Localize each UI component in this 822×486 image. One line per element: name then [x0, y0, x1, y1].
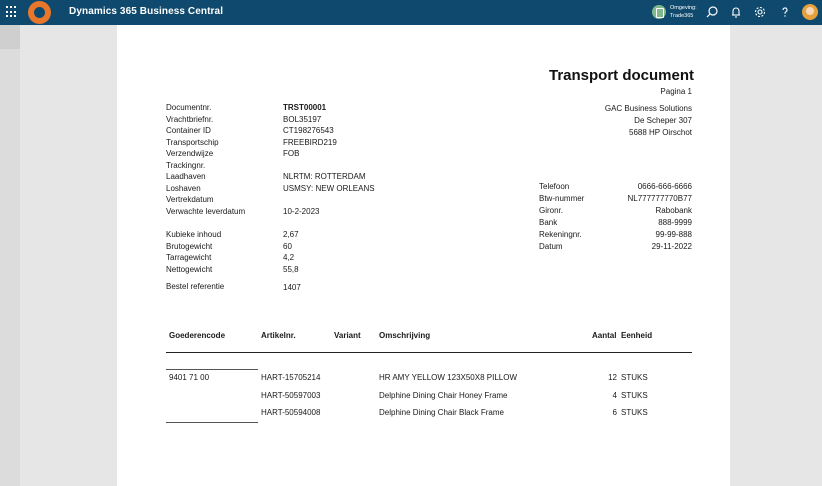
contact-label: Datum — [539, 242, 563, 251]
company-city: 5688 HP Oirschot — [629, 128, 692, 137]
environment-icon[interactable] — [652, 5, 666, 19]
help-icon[interactable] — [778, 5, 792, 19]
business-central-logo — [28, 1, 51, 24]
field-label: Verwachte leverdatum — [166, 206, 246, 216]
document-title: Transport document — [549, 67, 695, 84]
row-item-no: HART-50594008 — [261, 408, 321, 417]
report-page — [117, 25, 730, 486]
contact-row — [539, 242, 692, 254]
field-label: Brutogewicht — [166, 241, 213, 251]
field-label: Bestel referentie — [166, 282, 225, 291]
environment-name: Trade365 — [670, 13, 694, 19]
row-item-no: HART-50597003 — [261, 390, 321, 400]
field-label: Verzendwijze — [166, 149, 214, 158]
col-header-item-no: Artikelnr. — [261, 331, 296, 340]
field-value: BOL35197 — [283, 114, 322, 124]
field-label: Documentnr. — [166, 103, 212, 112]
col-header-quantity: Aantal — [592, 331, 617, 340]
field-label: Container ID — [166, 126, 211, 135]
field-value: FOB — [283, 149, 300, 158]
contact-row — [539, 230, 692, 242]
field-label: Transportschip — [166, 137, 219, 147]
app-title: Dynamics 365 Business Central — [69, 6, 224, 17]
row-quantity: 6 — [612, 408, 617, 417]
field-value: FREEBIRD219 — [283, 137, 337, 147]
row-description: Delphine Dining Chair Black Frame — [379, 408, 504, 417]
contact-row — [539, 218, 692, 230]
row-description: HR AMY YELLOW 123X50X8 PILLOW — [379, 373, 517, 382]
header-divider — [166, 352, 692, 353]
navigation-strip — [0, 25, 20, 486]
contact-label: Gironr. — [539, 206, 564, 215]
row-description: Delphine Dining Chair Honey Frame — [379, 390, 508, 400]
app-launcher-icon[interactable] — [6, 6, 18, 18]
top-bar — [0, 0, 822, 25]
col-header-unit: Eenheid — [621, 331, 653, 340]
contact-row — [539, 182, 692, 194]
field-value: USMSY: NEW ORLEANS — [283, 183, 375, 193]
contact-value: Rabobank — [655, 206, 692, 215]
field-label: Tarragewicht — [166, 253, 212, 262]
col-header-description: Omschrijving — [379, 331, 431, 340]
contact-value: 99-99-888 — [655, 230, 692, 239]
page-number: Pagina 1 — [660, 87, 692, 96]
company-address — [605, 103, 692, 139]
bell-icon[interactable] — [729, 5, 743, 19]
col-header-goods-code: Goederencode — [169, 331, 226, 340]
field-value: 55,8 — [283, 264, 299, 274]
field-label: Trackingnr. — [166, 160, 206, 170]
row-quantity: 4 — [612, 390, 617, 400]
contact-label: Bank — [539, 218, 558, 227]
field-label: Vrachtbriefnr. — [166, 114, 214, 124]
search-icon[interactable] — [705, 5, 719, 19]
contact-label: Btw-nummer — [539, 194, 585, 203]
field-value: TRST00001 — [283, 103, 327, 112]
contact-value: 29-11-2022 — [651, 242, 692, 251]
contact-value: 888-9999 — [658, 218, 692, 227]
row-quantity: 12 — [608, 373, 617, 382]
field-value: NLRTM: ROTTERDAM — [283, 172, 366, 181]
contact-label: Rekeningnr. — [539, 230, 582, 239]
field-value: 10-2-2023 — [283, 206, 320, 216]
goods-code: 9401 71 00 — [169, 373, 210, 382]
environment-label[interactable] — [670, 4, 697, 20]
field-label: Nettogewicht — [166, 264, 213, 274]
contact-label: Telefoon — [539, 182, 570, 191]
company-street: De Scheper 307 — [634, 116, 692, 125]
company-name: GAC Business Solutions — [604, 104, 692, 113]
field-label: Vertrekdatum — [166, 195, 214, 204]
contact-row — [539, 206, 692, 218]
field-value: 60 — [283, 241, 292, 251]
field-value: CT198276543 — [283, 126, 334, 135]
field-label: Laadhaven — [166, 172, 206, 181]
field-value: 2,67 — [283, 230, 299, 239]
contact-value: NL777777770B77 — [627, 194, 692, 203]
field-label: Loshaven — [166, 183, 201, 193]
col-header-variant: Variant — [334, 331, 361, 340]
user-avatar[interactable] — [802, 4, 818, 20]
row-unit: STUKS — [621, 390, 648, 400]
contact-row — [539, 194, 692, 206]
row-unit: STUKS — [621, 408, 648, 417]
row-item-no: HART-15705214 — [261, 373, 321, 382]
goods-group-bottom-line — [166, 422, 258, 423]
field-value: 1407 — [283, 283, 301, 292]
gear-icon[interactable] — [753, 5, 767, 19]
field-label: Kubieke inhoud — [166, 230, 222, 239]
field-value: 4,2 — [283, 253, 295, 262]
contact-value: 0666-666-6666 — [637, 182, 692, 191]
goods-group-top-line — [166, 369, 258, 370]
environment-caption: Omgeving: — [670, 5, 697, 11]
row-unit: STUKS — [621, 373, 648, 382]
